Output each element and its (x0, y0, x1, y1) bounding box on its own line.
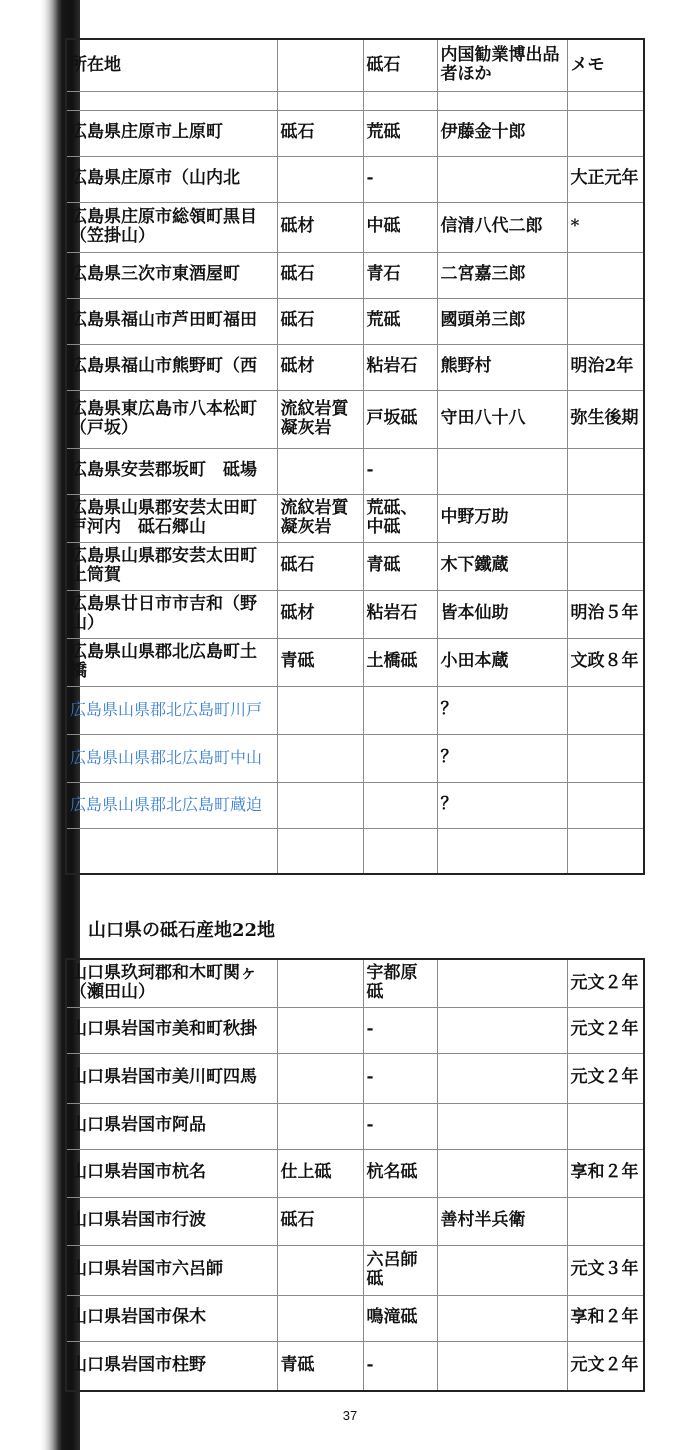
table-row (66, 828, 644, 874)
page-number: 37 (342, 1408, 358, 1423)
table-cell: 広島県福山市熊野町（西 (66, 344, 277, 390)
table-cell: 砥石 (277, 298, 363, 344)
table-row (66, 298, 644, 344)
table-cell: 中砥 (363, 202, 437, 252)
table-cell (567, 542, 644, 590)
table-cell (277, 448, 363, 494)
table-cell (277, 1103, 363, 1149)
table-cell: 山口県岩国市柱野 (66, 1341, 277, 1391)
table-cell (437, 828, 567, 874)
header-cell: 砥石 (363, 39, 437, 91)
table-cell: 熊野村 (437, 344, 567, 390)
table-cell: ？ (437, 686, 567, 734)
table-cell: 中野万助 (437, 494, 567, 542)
table-cell (567, 828, 644, 874)
table-cell (567, 110, 644, 156)
table-cell: 山口県岩国市六呂師 (66, 1245, 277, 1295)
table-row (66, 959, 644, 1007)
table-cell (437, 1295, 567, 1341)
table-cell (567, 298, 644, 344)
table-cell: 元文３年 (567, 1245, 644, 1295)
table-row (66, 542, 644, 590)
table-cell: 粘岩石 (363, 344, 437, 390)
table-cell (277, 1295, 363, 1341)
table-cell: 青砥 (363, 542, 437, 590)
table-cell (567, 252, 644, 298)
table-cell: 山口県岩国市杭名 (66, 1149, 277, 1197)
table-cell (66, 828, 277, 874)
table-cell: 広島県福山市芦田町福田 (66, 298, 277, 344)
table-cell (437, 1103, 567, 1149)
table-cell: 砥石 (277, 1197, 363, 1245)
table-cell: 荒砥、中砥 (363, 494, 437, 542)
table-cell: 広島県山県郡北広島町川戸 (66, 686, 277, 734)
table-cell: 享和２年 (567, 1149, 644, 1197)
table-cell (277, 734, 363, 782)
table-cell (437, 1149, 567, 1197)
table-cell (567, 782, 644, 828)
table-cell: 山口県岩国市行波 (66, 1197, 277, 1245)
table-cell (277, 1053, 363, 1103)
table-cell: 砥石 (277, 110, 363, 156)
table-row (66, 734, 644, 782)
table-row (66, 1053, 644, 1103)
table-cell: 広島県三次市東酒屋町 (66, 252, 277, 298)
header-cell: メモ (567, 39, 644, 91)
table-cell (567, 1103, 644, 1149)
table-row (66, 686, 644, 734)
table-cell: 享和２年 (567, 1295, 644, 1341)
table-cell: 流紋岩質凝灰岩 (277, 494, 363, 542)
table-cell (277, 1245, 363, 1295)
table-cell: 広島県山県郡安芸太田町上筒賀 (66, 542, 277, 590)
table-cell: 二宮嘉三郎 (437, 252, 567, 298)
table-row (66, 782, 644, 828)
table-row (66, 494, 644, 542)
table-cell: - (363, 448, 437, 494)
table-cell (277, 156, 363, 202)
table-cell: 國頭弟三郎 (437, 298, 567, 344)
table-cell: 鳴滝砥 (363, 1295, 437, 1341)
table-cell: 荒砥 (363, 110, 437, 156)
table-row (66, 110, 644, 156)
scan-shadow-fade (0, 0, 62, 1450)
table-cell (437, 1341, 567, 1391)
table-cell: 明治2年 (567, 344, 644, 390)
table-cell (277, 828, 363, 874)
table-row (66, 202, 644, 252)
table-cell (363, 734, 437, 782)
table-cell: 山口県岩国市美和町秋掛 (66, 1007, 277, 1053)
table-row (66, 1007, 644, 1053)
table-cell: ？ (437, 734, 567, 782)
table-cell: 六呂師砥 (363, 1245, 437, 1295)
table-cell: 砥石 (277, 542, 363, 590)
table-cell: 大正元年 (567, 156, 644, 202)
table-cell: 広島県山県郡北広島町土橋 (66, 638, 277, 686)
table-cell: 広島県安芸郡坂町 砥場 (66, 448, 277, 494)
table-cell: 伊藤金十郎 (437, 110, 567, 156)
header-cell (277, 39, 363, 91)
table-row (66, 448, 644, 494)
table-cell: 元文２年 (567, 1053, 644, 1103)
header-spacer (66, 91, 644, 110)
table-cell: 土橋砥 (363, 638, 437, 686)
table-cell: * (567, 202, 644, 252)
table-cell: 広島県山県郡北広島町蔵迫 (66, 782, 277, 828)
table-cell: 青砥 (277, 638, 363, 686)
table-cell (363, 782, 437, 828)
table-row (66, 590, 644, 638)
table-cell (567, 1197, 644, 1245)
table-cell: 青石 (363, 252, 437, 298)
table-cell (277, 959, 363, 1007)
table-cell: 粘岩石 (363, 590, 437, 638)
table-cell: 青砥 (277, 1341, 363, 1391)
table-cell: 戸坂砥 (363, 390, 437, 448)
table-cell (277, 1007, 363, 1053)
table-cell (363, 686, 437, 734)
table-cell: 元文２年 (567, 959, 644, 1007)
table-row (66, 1103, 644, 1149)
table-row (66, 344, 644, 390)
table-cell: - (363, 156, 437, 202)
table-row (66, 390, 644, 448)
table-cell: 山口県玖珂郡和木町関ヶ（瀬田山） (66, 959, 277, 1007)
hiroshima-whetstone-table (65, 38, 645, 875)
table-cell: 流紋岩質凝灰岩 (277, 390, 363, 448)
table-cell: ？ (437, 782, 567, 828)
table-cell: 弥生後期 (567, 390, 644, 448)
table-cell: 善村半兵衛 (437, 1197, 567, 1245)
table-cell: 広島県山県郡北広島町中山 (66, 734, 277, 782)
table-cell: 広島県庄原市総領町黒目（笠掛山） (66, 202, 277, 252)
table-cell: 信清八代二郎 (437, 202, 567, 252)
table-cell: 山口県岩国市保木 (66, 1295, 277, 1341)
table-cell (437, 1053, 567, 1103)
table-cell: - (363, 1007, 437, 1053)
table-cell (567, 686, 644, 734)
table-cell (437, 1245, 567, 1295)
table-cell: 木下鐵蔵 (437, 542, 567, 590)
table-cell: 文政８年 (567, 638, 644, 686)
table-row (66, 1245, 644, 1295)
table-cell (277, 686, 363, 734)
table-cell: 皆本仙助 (437, 590, 567, 638)
table-cell: 荒砥 (363, 298, 437, 344)
table-cell: 宇都原砥 (363, 959, 437, 1007)
table-cell: 山口県岩国市阿品 (66, 1103, 277, 1149)
table-cell (437, 448, 567, 494)
table-cell: 砥材 (277, 344, 363, 390)
table-cell (277, 782, 363, 828)
table-cell: 守田八十八 (437, 390, 567, 448)
table-cell: 砥材 (277, 590, 363, 638)
table-header-row (66, 39, 644, 91)
table-cell (567, 734, 644, 782)
table-cell (567, 448, 644, 494)
table-row (66, 1149, 644, 1197)
table-row (66, 1295, 644, 1341)
table-cell: 山口県岩国市美川町四馬 (66, 1053, 277, 1103)
table-cell: 広島県庄原市（山内北 (66, 156, 277, 202)
table-cell: - (363, 1103, 437, 1149)
table-cell (567, 494, 644, 542)
table-cell: 広島県山県郡安芸太田町戸河内 砥石郷山 (66, 494, 277, 542)
section-title: 山口県の砥石産地22地 (88, 920, 276, 941)
table-cell: 元文２年 (567, 1007, 644, 1053)
table-cell (363, 828, 437, 874)
table-row (66, 252, 644, 298)
header-cell: 所在地 (66, 39, 277, 91)
table-cell: 小田本蔵 (437, 638, 567, 686)
table-cell: 仕上砥 (277, 1149, 363, 1197)
table-cell (437, 156, 567, 202)
table-row (66, 638, 644, 686)
table-cell (437, 959, 567, 1007)
table-cell: 砥石 (277, 252, 363, 298)
table-cell: 広島県東広島市八本松町（戸坂） (66, 390, 277, 448)
table-cell: - (363, 1053, 437, 1103)
table-row (66, 1341, 644, 1391)
table-cell: 元文２年 (567, 1341, 644, 1391)
table-cell: 広島県廿日市市吉和（野山） (66, 590, 277, 638)
table-cell: - (363, 1341, 437, 1391)
table-cell: 砥材 (277, 202, 363, 252)
table-row (66, 1197, 644, 1245)
table-row (66, 156, 644, 202)
table-cell (437, 1007, 567, 1053)
table-cell: 杭名砥 (363, 1149, 437, 1197)
table-cell: 明治５年 (567, 590, 644, 638)
yamaguchi-whetstone-table (65, 958, 645, 1392)
table-cell: 広島県庄原市上原町 (66, 110, 277, 156)
header-cell: 内国勧業博出品者ほか (437, 39, 567, 91)
table-cell (363, 1197, 437, 1245)
